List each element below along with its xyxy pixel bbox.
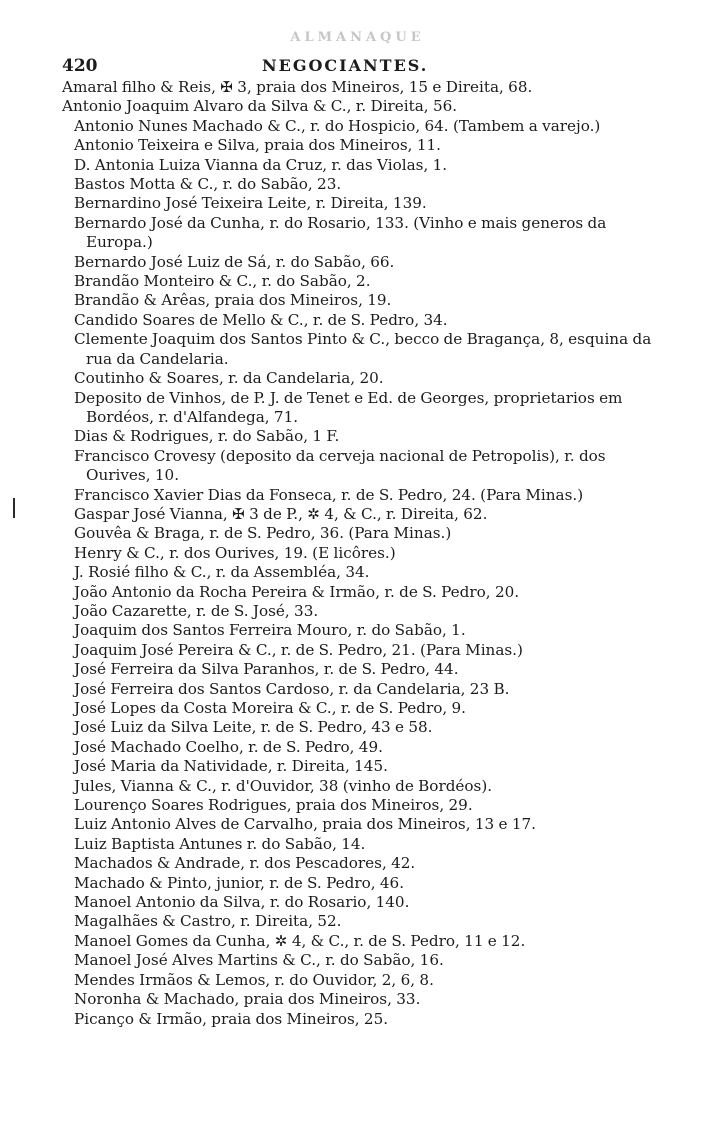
list-item: Henry & C., r. dos Ourives, 19. (E licôres.) bbox=[74, 543, 396, 562]
list-item: Machados & Andrade, r. dos Pescadores, 42. bbox=[74, 854, 416, 873]
list-item: Manoel Antonio da Silva, r. do Rosario, 140. bbox=[74, 893, 410, 912]
list-item: Noronha & Machado, praia dos Mineiros, 33. bbox=[74, 990, 421, 1009]
list-item: José Luiz da Silva Leite, r. de S. Pedro, 43 e 58. bbox=[74, 718, 433, 737]
list-item: J. Rosié filho & C., r. da Assembléa, 34. bbox=[74, 563, 370, 582]
list-item: Joaquim dos Santos Ferreira Mouro, r. do Sabão, 1. bbox=[74, 621, 466, 640]
running-head: NEGOCIANTES. bbox=[262, 56, 429, 75]
list-item: Bernardo José da Cunha, r. do Rosario, 133. (Vinho e mais generos da Europa.) bbox=[74, 213, 607, 252]
list-item: Bastos Motta & C., r. do Sabão, 23. bbox=[74, 175, 342, 194]
merchant-list bbox=[62, 78, 667, 1029]
list-item: Lourenço Soares Rodrigues, praia dos Mineiros, 29. bbox=[74, 796, 473, 815]
list-item: D. Antonia Luiza Vianna da Cruz, r. das Violas, 1. bbox=[74, 155, 448, 174]
list-item: Dias & Rodrigues, r. do Sabão, 1 F. bbox=[74, 427, 340, 446]
list-item: Jules, Vianna & C., r. d'Ouvidor, 38 (vinho de Bordéos). bbox=[74, 776, 493, 795]
list-item: Coutinho & Soares, r. da Candelaria, 20. bbox=[74, 369, 384, 388]
list-item: Magalhães & Castro, r. Direita, 52. bbox=[74, 912, 342, 931]
list-item: Picanço & Irmão, praia dos Mineiros, 25. bbox=[74, 1009, 389, 1028]
bleed-through-text: ALMANAQUE bbox=[290, 30, 425, 45]
list-item: Joaquim José Pereira & C., r. de S. Pedro, 21. (Para Minas.) bbox=[74, 640, 523, 659]
list-item: Manoel José Alves Martins & C., r. do Sabão, 16. bbox=[74, 951, 444, 970]
list-item: José Ferreira dos Santos Cardoso, r. da Candelaria, 23 B. bbox=[74, 679, 510, 698]
margin-mark bbox=[13, 498, 15, 518]
list-item: José Machado Coelho, r. de S. Pedro, 49. bbox=[74, 737, 383, 756]
list-item: Antonio Joaquim Alvaro da Silva & C., r. Direita, 56. bbox=[62, 97, 458, 116]
list-item: Luiz Antonio Alves de Carvalho, praia dos Mineiros, 13 e 17. bbox=[74, 815, 536, 834]
list-item: Mendes Irmãos & Lemos, r. do Ouvidor, 2, 6, 8. bbox=[74, 970, 434, 989]
list-item: José Ferreira da Silva Paranhos, r. de S. Pedro, 44. bbox=[74, 660, 459, 679]
list-item: Clemente Joaquim dos Santos Pinto & C., becco de Bragança, 8, esquina da rua da Candelaria. bbox=[74, 330, 652, 368]
list-item: Candido Soares de Mello & C., r. de S. Pedro, 34. bbox=[74, 310, 448, 329]
list-item: Gaspar José Vianna, ✠ 3 de P., ✲ 4, & C., r. Direita, 62. bbox=[74, 504, 488, 523]
list-item: Machado & Pinto, junior, r. de S. Pedro, 46. bbox=[74, 873, 405, 892]
list-item: Francisco Xavier Dias da Fonseca, r. de S. Pedro, 24. (Para Minas.) bbox=[74, 485, 584, 504]
list-item: Gouvêa & Braga, r. de S. Pedro, 36. (Para Minas.) bbox=[74, 524, 452, 543]
list-item: José Maria da Natividade, r. Direita, 145. bbox=[74, 757, 388, 776]
list-item: Bernardo José Luiz de Sá, r. do Sabão, 66. bbox=[74, 252, 395, 271]
list-item: José Lopes da Costa Moreira & C., r. de S. Pedro, 9. bbox=[74, 699, 466, 717]
list-item: Amaral filho & Reis, ✠ 3, praia dos Mineiros, 15 e Direita, 68. bbox=[62, 78, 533, 96]
list-item: Luiz Baptista Antunes r. do Sabão, 14. bbox=[74, 834, 366, 853]
list-item: Antonio Teixeira e Silva, praia dos Mineiros, 11. bbox=[74, 136, 441, 155]
list-item: Manoel Gomes da Cunha, ✲ 4, & C., r. de S. Pedro, 11 e 12. bbox=[74, 931, 526, 950]
list-item: Brandão & Arêas, praia dos Mineiros, 19. bbox=[74, 291, 392, 310]
list-item: Deposito de Vinhos, de P. J. de Tenet e Ed. de Georges, proprietarios em Bordéos, r. d'Alfandega, 71. bbox=[74, 388, 623, 426]
list-item: Antonio Nunes Machado & C., r. do Hospicio, 64. (Tambem a varejo.) bbox=[74, 116, 601, 135]
list-item: João Cazarette, r. de S. José, 33. bbox=[74, 601, 319, 620]
list-item: Francisco Crovesy (deposito da cerveja nacional de Petropolis), r. dos Ourives, 10. bbox=[74, 446, 606, 485]
page-number: 420 bbox=[62, 56, 98, 76]
list-item: João Antonio da Rocha Pereira & Irmão, r. de S. Pedro, 20. bbox=[74, 582, 520, 601]
list-item: Brandão Monteiro & C., r. do Sabão, 2. bbox=[74, 272, 371, 291]
list-item: Bernardino José Teixeira Leite, r. Direita, 139. bbox=[74, 194, 427, 213]
